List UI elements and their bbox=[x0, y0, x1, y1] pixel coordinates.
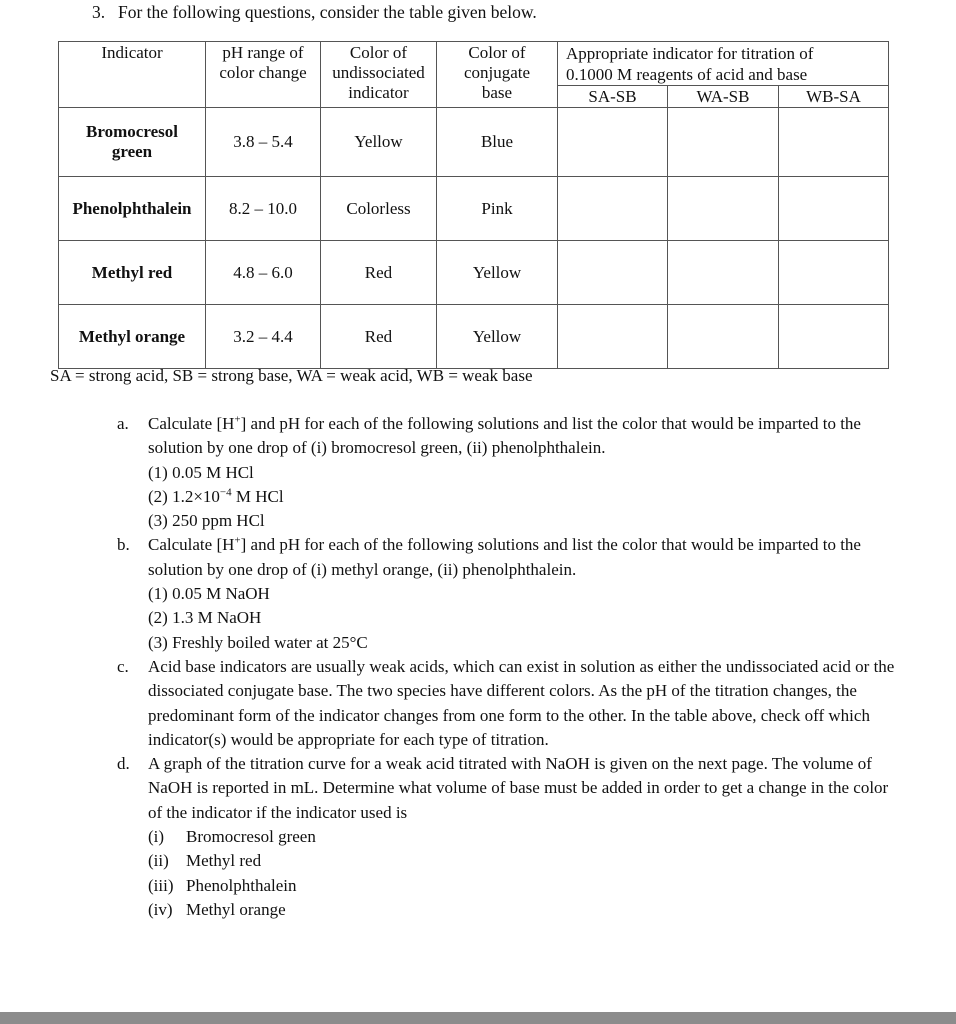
undissociated-color-cell: Red bbox=[321, 305, 437, 369]
part-b bbox=[117, 533, 897, 654]
list-item: (1) 0.05 M HCl bbox=[148, 462, 254, 482]
question-text: For the following questions, consider the table given below. bbox=[118, 2, 537, 22]
indicator-name: Phenolphthalein bbox=[59, 177, 206, 241]
indicator-name: Bromocresol green bbox=[59, 108, 206, 177]
list-item: (iii) Phenolphthalein bbox=[148, 875, 297, 895]
part-label: c. bbox=[117, 656, 129, 676]
conjugate-color-cell: Pink bbox=[437, 177, 558, 241]
ph-range-cell: 8.2 – 10.0 bbox=[206, 177, 321, 241]
part-label: b. bbox=[117, 535, 130, 555]
part-d-text: A graph of the titration curve for a weak acid titrated with NaOH is given on the next page. The volume of NaOH is reported in mL. Determine what volume of base must be added in order to get a change in the color of the indicator if the indicator used is bbox=[148, 754, 889, 822]
table-row bbox=[59, 305, 889, 369]
header-indicator-cont bbox=[59, 86, 206, 108]
list-item: (ii) Methyl red bbox=[148, 851, 262, 871]
undissociated-color-cell: Colorless bbox=[321, 177, 437, 241]
sa-sb-check-cell[interactable] bbox=[558, 177, 668, 241]
part-c-text: Acid base indicators are usually weak acids, which can exist in solution as either the undissociated acid or the dissociated conjugate base. The two species have different colors. As the pH of the titration changes, the predominant form of the indicator changes from one form to the other. In the table above, check off which indicator(s) would be appropriate for each type of titration. bbox=[148, 656, 895, 749]
ph-range-cell: 3.2 – 4.4 bbox=[206, 305, 321, 369]
header-undissociated-color: Color of undissociated indicator bbox=[321, 42, 437, 108]
table-legend: SA = strong acid, SB = strong base, WA = weak acid, WB = weak base bbox=[50, 366, 533, 385]
header-indicator: Indicator bbox=[59, 42, 206, 86]
sa-sb-check-cell[interactable] bbox=[558, 305, 668, 369]
table-row bbox=[59, 241, 889, 305]
header-ph-range: pH range of color change bbox=[206, 42, 321, 86]
indicator-table bbox=[58, 41, 889, 369]
ph-range-cell: 3.8 – 5.4 bbox=[206, 108, 321, 177]
indicator-name: Methyl orange bbox=[59, 305, 206, 369]
conjugate-color-cell: Blue bbox=[437, 108, 558, 177]
question-number: 3. bbox=[92, 2, 106, 22]
part-a-text: Calculate [H+] and pH for each of the following solutions and list the color that would be imparted to the solution by one drop of (i) bromocresol green, (ii) phenolphthalein. bbox=[148, 413, 861, 458]
header-conjugate-color: Color of conjugate base bbox=[437, 42, 558, 108]
part-c bbox=[117, 655, 897, 752]
part-a bbox=[117, 412, 897, 533]
part-label: a. bbox=[117, 414, 129, 433]
wb-sa-check-cell[interactable] bbox=[779, 177, 889, 241]
part-b-text: Calculate [H+] and pH for each of the following solutions and list the color that would be imparted to the solution by one drop of (i) methyl orange, (ii) phenolphthalein. bbox=[148, 534, 861, 579]
header-wb-sa: WB-SA bbox=[779, 86, 889, 108]
wa-sb-check-cell[interactable] bbox=[668, 108, 779, 177]
list-item: (3) Freshly boiled water at 25°C bbox=[148, 632, 368, 652]
header-sa-sb: SA-SB bbox=[558, 86, 668, 108]
list-item: (iv) Methyl orange bbox=[148, 899, 286, 919]
list-item: (i) Bromocresol green bbox=[148, 827, 316, 847]
conjugate-color-cell: Yellow bbox=[437, 241, 558, 305]
wb-sa-check-cell[interactable] bbox=[779, 108, 889, 177]
list-item: (3) 250 ppm HCl bbox=[148, 511, 265, 531]
ph-range-cell: 4.8 – 6.0 bbox=[206, 241, 321, 305]
question-parts bbox=[117, 412, 897, 922]
table-row bbox=[59, 108, 889, 177]
wa-sb-check-cell[interactable] bbox=[668, 241, 779, 305]
sa-sb-check-cell[interactable] bbox=[558, 241, 668, 305]
page-bottom-bar bbox=[0, 1012, 956, 1024]
sa-sb-check-cell[interactable] bbox=[558, 108, 668, 177]
wb-sa-check-cell[interactable] bbox=[779, 305, 889, 369]
header-appropriate-indicator: Appropriate indicator for titration of 0.1000 M reagents of acid and base bbox=[558, 42, 889, 86]
table-row bbox=[59, 177, 889, 241]
list-item: (2) 1.3 M NaOH bbox=[148, 608, 262, 628]
header-wa-sb: WA-SB bbox=[668, 86, 779, 108]
undissociated-color-cell: Red bbox=[321, 241, 437, 305]
list-item: (2) $1.2\times 10^{-4}$ M HCl bbox=[148, 486, 284, 506]
question-heading bbox=[92, 2, 537, 23]
conjugate-color-cell: Yellow bbox=[437, 305, 558, 369]
indicator-name: Methyl red bbox=[59, 241, 206, 305]
header-ph-range-cont bbox=[206, 86, 321, 108]
part-d bbox=[117, 752, 897, 922]
list-item: (1) 0.05 M NaOH bbox=[148, 584, 270, 604]
wa-sb-check-cell[interactable] bbox=[668, 177, 779, 241]
wb-sa-check-cell[interactable] bbox=[779, 241, 889, 305]
undissociated-color-cell: Yellow bbox=[321, 108, 437, 177]
wa-sb-check-cell[interactable] bbox=[668, 305, 779, 369]
part-label: d. bbox=[117, 754, 130, 774]
